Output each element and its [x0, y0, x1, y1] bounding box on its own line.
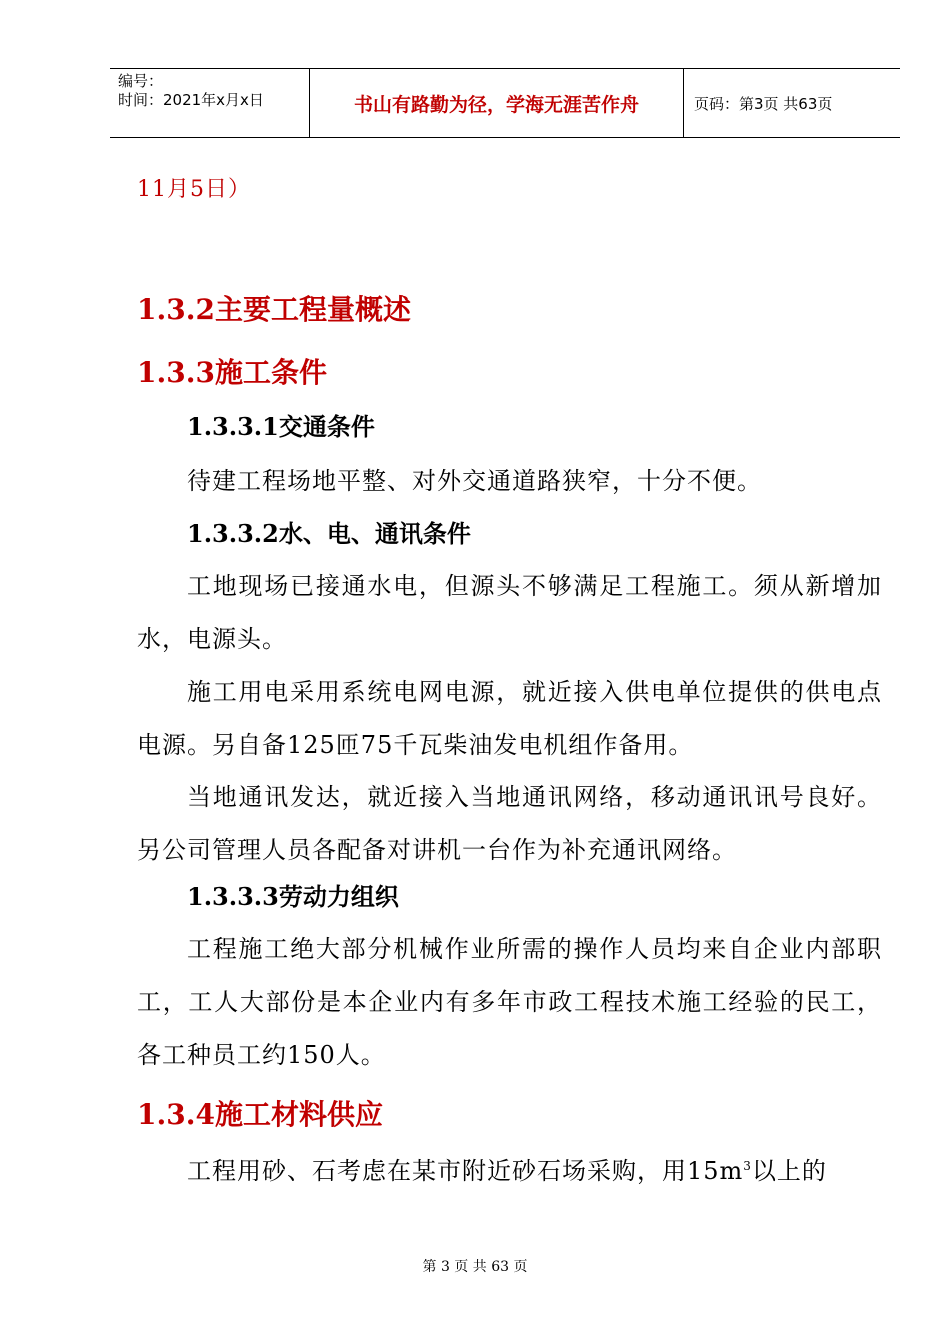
- heading-1-3-4: 1.3.4施工材料供应: [137, 1098, 383, 1131]
- page-footer: 第 3 页 共 63 页: [422, 1259, 528, 1275]
- paragraph-materials: [137, 1140, 882, 1198]
- time-label: 时间：2021年x月x日: [118, 91, 264, 109]
- heading-1-3-2: 1.3.2主要工程量概述: [137, 293, 411, 326]
- heading-1-3-3: 1.3.3施工条件: [137, 356, 327, 389]
- header-page-info: 页码：第3页 共63页: [694, 94, 833, 113]
- heading-1-3-3-1: 1.3.3.1交通条件: [187, 412, 375, 441]
- date-fragment: 11月5日）: [137, 177, 251, 202]
- superscript-cubic: 3: [743, 1159, 752, 1173]
- paragraph-labor: 工程施工绝大部分机械作业所需的操作人员均来自企业内部职工，工人大部份是本企业内有多年市政工程技术施工经验的民工，各工种员工约150人。: [137, 935, 882, 1069]
- heading-1-3-3-2: 1.3.3.2水、电、通讯条件: [187, 519, 471, 548]
- page-header: [110, 68, 900, 138]
- materials-text-start: 工程用砂、石考虑在某市附近砂石场采购，用15m: [187, 1157, 744, 1185]
- header-left-cell: [110, 69, 310, 137]
- paragraph-traffic: 待建工程场地平整、对外交通道路狭窄，十分不便。: [187, 467, 762, 495]
- paragraph-communication: 当地通讯发达，就近接入当地通讯网络，移动通讯讯号良好。另公司管理人员各配备对讲机一台作为补充通讯网络。: [137, 783, 882, 864]
- number-label: 编号：: [118, 72, 164, 90]
- heading-1-3-3-3: 1.3.3.3劳动力组织: [187, 882, 399, 911]
- paragraph-water-power: 工地现场已接通水电，但源头不够满足工程施工。须从新增加水，电源头。: [137, 572, 882, 653]
- paragraph-electricity: 施工用电采用系统电网电源，就近接入供电单位提供的供电点电源。另自备125匝75千瓦柴油发电机组作备用。: [137, 678, 882, 759]
- header-motto: 书山有路勤为径，学海无涯苦作舟: [310, 69, 684, 137]
- materials-text-end: 以上的: [751, 1157, 827, 1185]
